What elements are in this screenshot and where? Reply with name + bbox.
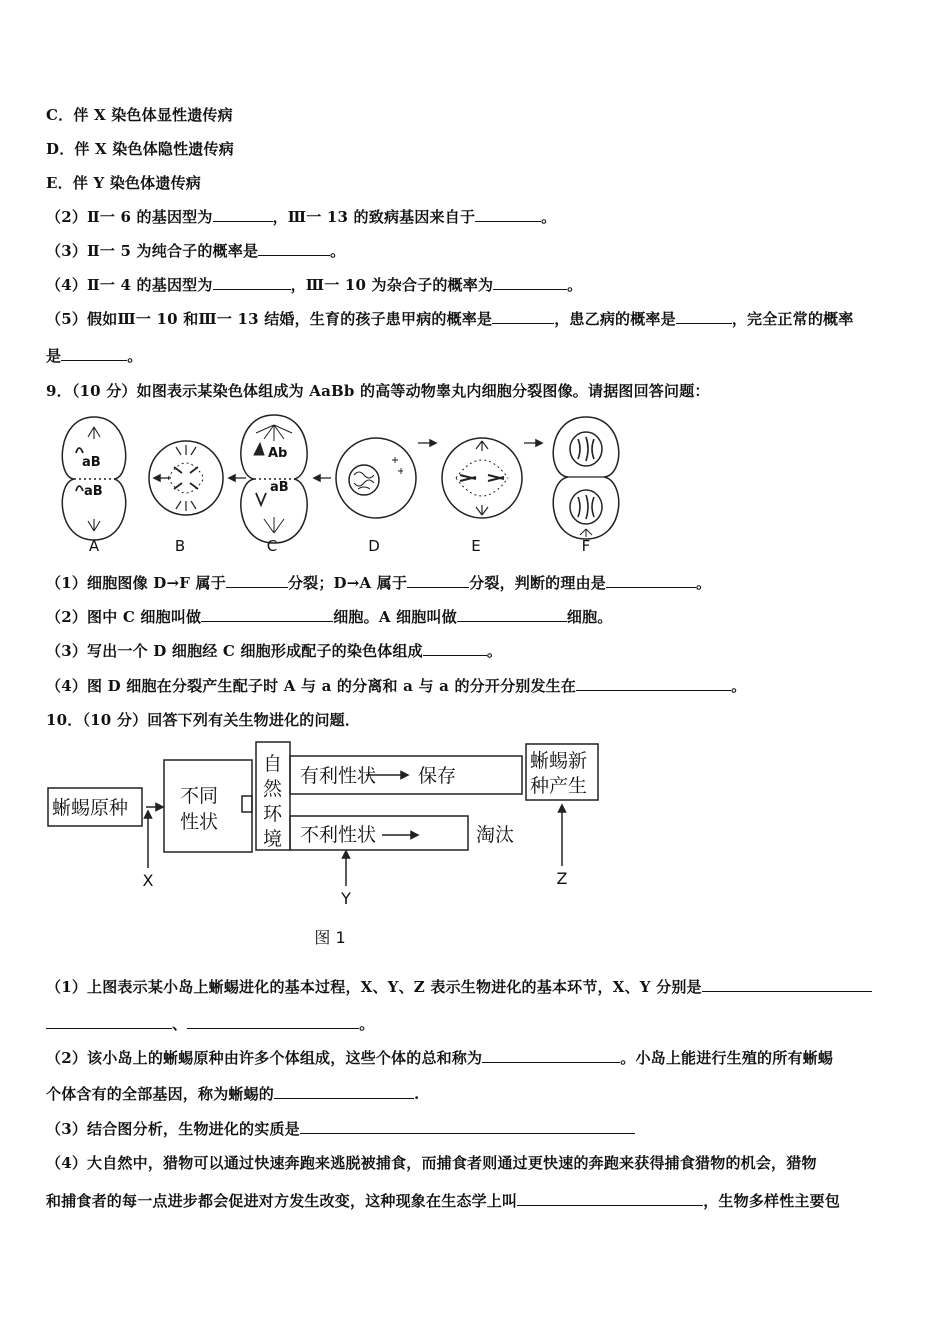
q9-part2-text-b: 细胞。A 细胞叫做 (333, 608, 457, 626)
q10-part4 (46, 1152, 817, 1173)
answer-blank[interactable] (517, 1191, 703, 1206)
q10-part1-text-b: 、 (172, 1015, 188, 1033)
cell-a-gene-top: aB (82, 455, 101, 470)
cell-e (442, 438, 522, 518)
answer-blank[interactable] (702, 977, 872, 992)
q8-part5-text-c: ，完全正常的概率 (731, 310, 854, 328)
q10-part1 (46, 976, 872, 997)
q10-part4-cont (46, 1190, 840, 1211)
answer-blank[interactable] (187, 1014, 359, 1029)
unfavorable-label: 不利性状 (300, 824, 377, 846)
q10-part1-text-a: （1）上图表示某小岛上蜥蜴进化的基本过程，X、Y、Z 表示生物进化的基本环节，X、Y 分别是 (46, 978, 702, 996)
q9-part3 (46, 640, 502, 661)
q10-part4-text-c: ，生物多样性主要包 (703, 1192, 841, 1210)
q8-part4 (46, 274, 582, 295)
q8-part5-text-e: 。 (127, 347, 143, 365)
q9-part3-text-b: 。 (486, 642, 503, 660)
answer-blank[interactable] (475, 207, 541, 222)
favorable-label: 有利性状 (300, 765, 377, 787)
q8-part2-text-a: （2）Ⅱ一 6 的基因型为 (46, 208, 213, 226)
q8-part2-text-b: ，Ⅲ一 13 的致病基因来自于 (272, 208, 476, 226)
q10-part3-text-a: （3）结合图分析，生物进化的实质是 (46, 1120, 300, 1138)
q9-title: 9．（10 分）如图表示某染色体组成为 AaBb 的高等动物睾丸内细胞分裂图像。请据图回答问题： (46, 382, 710, 400)
q10-title: 10．（10 分）回答下列有关生物进化的问题． (46, 711, 361, 729)
q8-part4-text-c: 。 (567, 276, 583, 294)
option-c: C．伴 X 染色体显性遗传病 (46, 106, 233, 124)
figure-label-c: C (266, 537, 278, 555)
answer-blank[interactable] (201, 607, 333, 622)
new-species-label-2: 种产生 (530, 775, 588, 797)
q9-part3-text-a: （3）写出一个 D 细胞经 C 细胞形成配子的染色体组成 (46, 642, 423, 660)
q10-part2-text-b: 。小岛上能进行生殖的所有蜥蜴 (620, 1049, 834, 1067)
traits-label-2: 性状 (180, 811, 219, 833)
origin-label: 蜥蜴原种 (52, 797, 129, 819)
answer-blank[interactable] (606, 573, 696, 588)
q10-part2-text-a: （2）该小岛上的蜥蜴原种由许多个体组成，这些个体的总和称为 (46, 1049, 483, 1067)
figure-label-f: F (581, 537, 591, 555)
figure-label-a: A (88, 537, 100, 555)
cell-c-gene-top: Ab (268, 446, 288, 461)
cell-d (336, 438, 416, 518)
answer-blank[interactable] (274, 1084, 414, 1099)
q8-part3-text-b: 。 (330, 242, 346, 260)
q9-part1 (46, 572, 711, 593)
q8-part3-text-a: （3）Ⅱ一 5 为纯合子的概率是 (46, 242, 259, 260)
cell-a-gene-bottom: aB (84, 484, 103, 499)
answer-blank[interactable] (61, 346, 127, 361)
y-label: Y (341, 889, 351, 908)
answer-blank[interactable] (213, 207, 273, 222)
q8-part5-text-b: ，患乙病的概率是 (554, 310, 676, 328)
option-d: D．伴 X 染色体隐性遗传病 (46, 140, 234, 158)
evolution-diagram (46, 738, 606, 948)
env-char-4: 境 (263, 828, 283, 850)
figure-label-d: D (368, 537, 380, 555)
z-label: Z (556, 869, 568, 888)
q8-part5-cont (46, 345, 142, 366)
eliminate-label: 淘汰 (476, 824, 515, 846)
env-char-2: 然 (263, 778, 283, 800)
q9-part4-text-b: 。 (731, 677, 747, 695)
cell-division-figure (46, 405, 646, 560)
env-char-1: 自 (263, 753, 283, 775)
q10-part3 (46, 1118, 635, 1139)
q9-part2-text-c: 细胞。 (566, 608, 613, 626)
answer-blank[interactable] (576, 676, 731, 691)
traits-label-1: 不同 (180, 785, 219, 807)
answer-blank[interactable] (300, 1119, 635, 1134)
q8-part2 (46, 206, 556, 227)
answer-blank[interactable] (492, 309, 554, 324)
x-label: X (142, 871, 154, 890)
q10-part2-text-d: . (414, 1085, 420, 1103)
q10-part2 (46, 1047, 833, 1068)
answer-blank[interactable] (258, 241, 330, 256)
q9-part1-text-a: （1）细胞图像 D→F 属于 (46, 574, 226, 592)
answer-blank[interactable] (46, 1014, 172, 1029)
q9-part4-text-a: （4）图 D 细胞在分裂产生配子时 A 与 a 的分离和 a 与 a 的分开分别发生在 (46, 677, 577, 695)
q10-part1-cont (46, 1013, 374, 1034)
q8-part5-text-d: 是 (46, 347, 62, 365)
answer-blank[interactable] (482, 1048, 620, 1063)
answer-blank[interactable] (407, 573, 469, 588)
q9-part2-text-a: （2）图中 C 细胞叫做 (46, 608, 202, 626)
answer-blank[interactable] (493, 275, 567, 290)
cell-f (553, 417, 618, 539)
preserve-label: 保存 (418, 765, 457, 787)
option-e: E．伴 Y 染色体遗传病 (46, 174, 201, 192)
cell-c (241, 415, 307, 543)
q8-part5 (46, 308, 853, 329)
cell-a (62, 417, 125, 540)
q9-part1-text-d: 。 (695, 574, 712, 592)
q9-part1-text-c: 分裂，判断的理由是 (469, 574, 606, 592)
q8-part4-text-b: ，Ⅲ一 10 为杂合子的概率为 (290, 276, 494, 294)
q10-part4-text-b: 和捕食者的每一点进步都会促进对方发生改变，这种现象在生态学上叫 (46, 1192, 518, 1210)
figure-label-e: E (471, 537, 481, 555)
answer-blank[interactable] (226, 573, 288, 588)
new-species-label-1: 蜥蜴新 (530, 750, 588, 772)
q10-part1-text-c: 。 (359, 1015, 375, 1033)
env-char-3: 环 (263, 803, 283, 825)
q8-part3 (46, 240, 345, 261)
answer-blank[interactable] (213, 275, 291, 290)
q10-part2-text-c: 个体含有的全部基因，称为蜥蜴的 (46, 1085, 275, 1103)
q9-part1-text-b: 分裂；D→A 属于 (287, 574, 408, 592)
q9-part4 (46, 675, 746, 696)
answer-blank[interactable] (457, 607, 567, 622)
answer-blank[interactable] (423, 641, 487, 656)
answer-blank[interactable] (676, 309, 732, 324)
q8-part5-text-a: （5）假如Ⅲ一 10 和Ⅲ一 13 结婚，生育的孩子患甲病的概率是 (46, 310, 493, 328)
cell-c-gene-bottom: aB (270, 480, 289, 495)
figure-caption: 图 1 (314, 928, 346, 947)
q8-part2-text-c: 。 (541, 208, 557, 226)
q9-part2 (46, 606, 613, 627)
q10-part4-text-a: （4）大自然中，猎物可以通过快速奔跑来逃脱被捕食，而捕食者则通过更快速的奔跑来获得捕食猎物的机会，猎物 (46, 1154, 817, 1172)
figure-label-b: B (174, 537, 186, 555)
q10-part2-cont (46, 1083, 419, 1104)
q8-part4-text-a: （4）Ⅱ一 4 的基因型为 (46, 276, 213, 294)
